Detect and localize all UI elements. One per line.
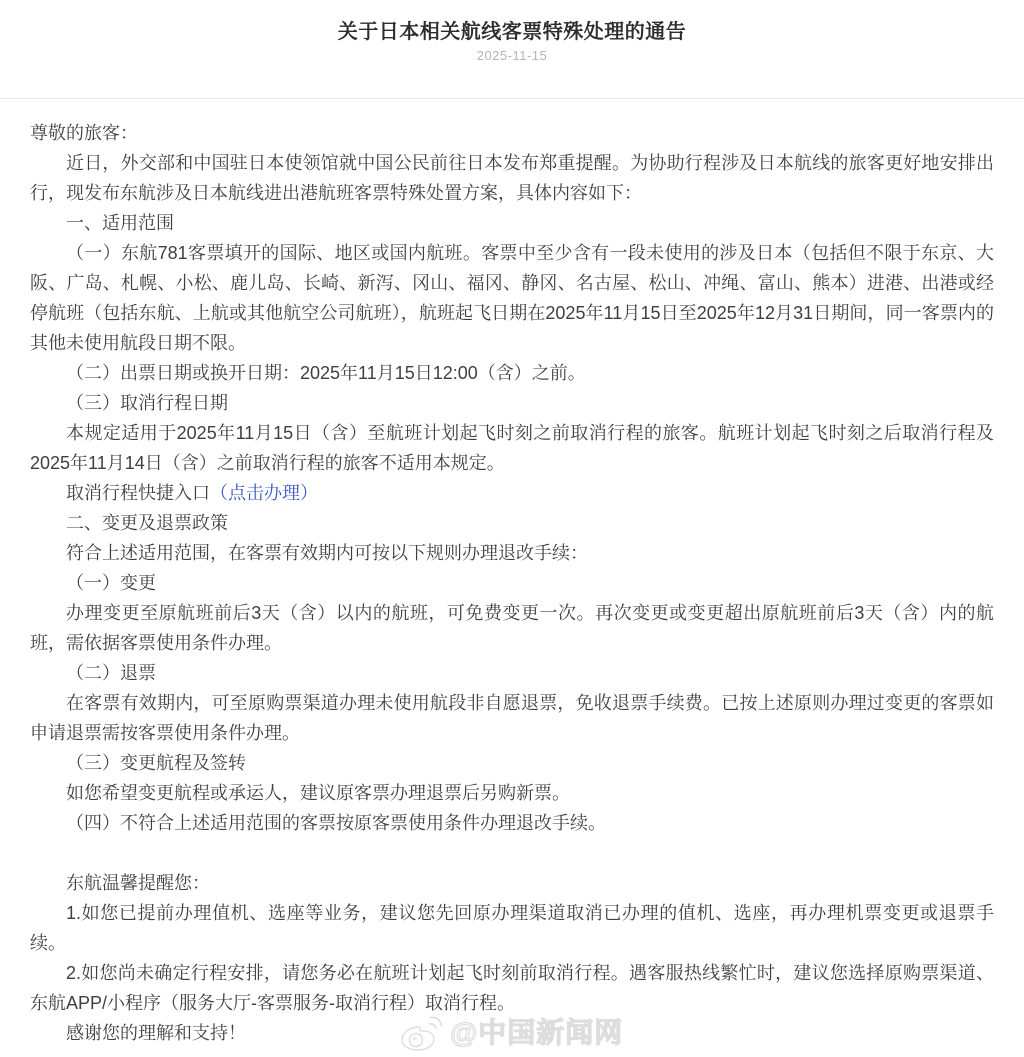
refund-rule-paragraph: 在客票有效期内，可至原购票渠道办理未使用航段非自愿退票，免收退票手续费。已按上述原则办理过变更的客票如申请退票需按客票使用条件办理。 [30,693,994,743]
cancel-rule-paragraph: 本规定适用于2025年11月15日（含）至航班计划起飞时刻之前取消行程的旅客。航班计划起飞时刻之后取消行程及2025年11月14日（含）之前取消行程的旅客不适用本规定。 [30,423,994,473]
salutation: 尊敬的旅客： [30,123,138,143]
reroute-rule-paragraph: 如您希望变更航程或承运人，建议原客票办理退票后另购新票。 [66,783,570,803]
section-2-heading: 二、变更及退票政策 [66,513,228,533]
reroute-heading: （三）变更航程及签转 [66,753,246,773]
cancel-trip-link[interactable]: （点击办理） [210,483,318,503]
notice-header [0,0,1024,65]
publish-date: 2025-11-15 [476,48,548,63]
cancel-shortcut-label: 取消行程快捷入口 [66,483,210,503]
refund-heading: （二）退票 [66,663,156,683]
section-1-heading: 一、适用范围 [66,213,174,233]
reminder-2-paragraph: 2.如您尚未确定行程安排，请您务必在航班计划起飞时刻前取消行程。遇客服热线繁忙时，建议您选择原购票渠道、东航APP/小程序（服务大厅-客票服务-取消行程）取消行程。 [30,963,994,1013]
scope-flights-paragraph: （一）东航781客票填开的国际、地区或国内航班。客票中至少含有一段未使用的涉及日本（包括但不限于东京、大阪、广岛、札幌、小松、鹿儿岛、长崎、新泻、冈山、福冈、静冈、名古屋、松山、冲绳、富山、熊本）进港、出港或经停航班（包括东航、上航或其他航空公司航班），航班起飞日期在2025年11月15日至2025年12月31日期间，同一客票内的其他未使用航段日期不限。 [30,243,994,353]
intro-paragraph: 近日，外交部和中国驻日本使领馆就中国公民前往日本发布郑重提醒。为协助行程涉及日本航线的旅客更好地安排出行，现发布东航涉及日本航线进出港航班客票特殊处置方案，具体内容如下： [30,153,994,203]
cancel-shortcut-line [30,478,994,508]
page-title: 关于日本相关航线客票特殊处理的通告 [337,21,687,43]
reminder-title: 东航温馨提醒您： [66,873,210,893]
reminder-1-paragraph: 1.如您已提前办理值机、选座等业务，建议您先回原办理渠道取消已办理的值机、选座，再办理机票变更或退票手续。 [30,903,994,953]
policy-intro-paragraph: 符合上述适用范围，在客票有效期内可按以下规则办理退改手续： [66,543,588,563]
change-rule-paragraph: 办理变更至原航班前后3天（含）以内的航班，可免费变更一次。再次变更或变更超出原航班前后3天（含）内的航班，需依据客票使用条件办理。 [30,603,994,653]
ticketing-date-paragraph: （二）出票日期或换开日期：2025年11月15日12:00（含）之前。 [66,363,586,383]
thanks-paragraph: 感谢您的理解和支持！ [66,1023,246,1043]
watermark-text: @中国新闻网 [450,1017,624,1048]
other-tickets-paragraph: （四）不符合上述适用范围的客票按原客票使用条件办理退改手续。 [66,813,606,833]
notice-body [0,99,1024,1048]
change-heading: （一）变更 [66,573,156,593]
cancel-date-heading: （三）取消行程日期 [66,393,228,413]
